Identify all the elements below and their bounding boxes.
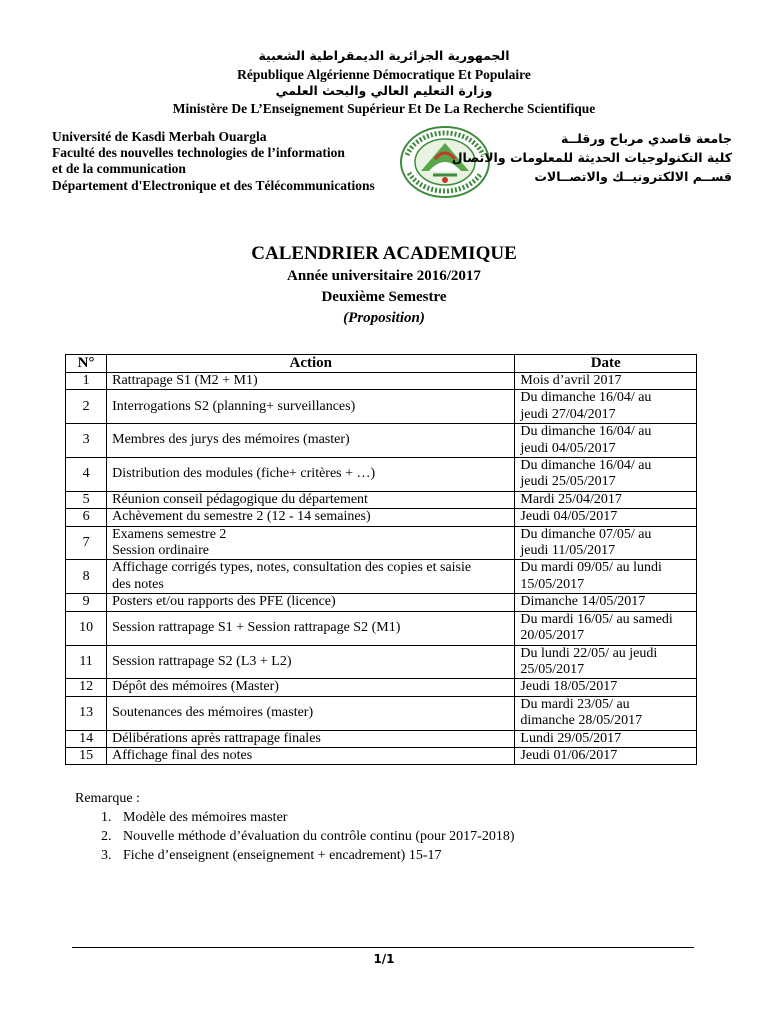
calendar-table xyxy=(65,354,697,765)
row-number xyxy=(66,424,107,458)
date-line: Du mardi 09/05/ au lundi xyxy=(520,560,662,576)
institution-french xyxy=(52,129,375,194)
table-row xyxy=(66,458,697,492)
action-line: Réunion conseil pédagogique du département xyxy=(112,491,368,507)
table-row xyxy=(66,491,697,508)
date-line: Jeudi 01/06/2017 xyxy=(520,747,618,763)
action-line: Distribution des modules (fiche+ critères + …) xyxy=(112,466,376,482)
row-date xyxy=(515,611,697,645)
table-row xyxy=(66,594,697,611)
row-number-text: 10 xyxy=(79,619,94,635)
row-number-text: 4 xyxy=(82,466,90,482)
action-line: Interrogations S2 (planning+ surveillances) xyxy=(112,398,356,414)
table-row xyxy=(66,509,697,526)
row-action xyxy=(107,491,515,508)
date-line: Mois d’avril 2017 xyxy=(520,373,622,388)
row-action xyxy=(107,373,515,390)
page-number: 1/1 xyxy=(373,952,395,966)
action-line: Posters et/ou rapports des PFE (licence) xyxy=(112,594,336,610)
action-line: Délibérations après rattrapage finales xyxy=(112,730,321,746)
row-action xyxy=(107,696,515,730)
table-row xyxy=(66,679,697,696)
action-line: Membres des jurys des mémoires (master) xyxy=(112,432,350,448)
university-name-arabic: جامعة قاصدي مرباح ورقلــة xyxy=(560,131,732,146)
row-number xyxy=(66,526,107,560)
row-date xyxy=(515,458,697,492)
row-date xyxy=(515,373,697,390)
date-line: Du mardi 23/05/ au xyxy=(520,696,630,712)
row-number-text: 14 xyxy=(79,730,94,746)
row-number-text: 12 xyxy=(79,679,94,695)
row-action xyxy=(107,594,515,611)
row-action xyxy=(107,645,515,679)
remarks-section xyxy=(75,789,515,865)
header-arabic-ministry: وزارة التعليم العالي والبحث العلمي xyxy=(275,83,493,98)
row-action xyxy=(107,424,515,458)
university-name: Université de Kasdi Merbah Ouargla xyxy=(52,129,267,144)
table-row xyxy=(66,747,697,764)
date-line: Du dimanche 16/04/ au xyxy=(520,390,652,406)
row-action xyxy=(107,747,515,764)
row-number-text: 8 xyxy=(82,568,90,584)
document-title: CALENDRIER ACADEMIQUE xyxy=(251,243,517,264)
faculty-name-line2: et de la communication xyxy=(52,161,186,177)
date-line: Du mardi 16/05/ au samedi xyxy=(520,611,673,627)
action-line: des notes xyxy=(112,576,164,592)
date-line: 15/05/2017 xyxy=(520,576,585,592)
row-date xyxy=(515,491,697,508)
row-number xyxy=(66,594,107,611)
action-line: Session ordinaire xyxy=(112,543,209,559)
row-action xyxy=(107,526,515,560)
row-number-text: 2 xyxy=(82,398,90,414)
proposition-note: (Proposition) xyxy=(343,310,425,326)
date-line: jeudi 04/05/2017 xyxy=(520,440,616,456)
action-line: Soutenances des mémoires (master) xyxy=(112,704,314,720)
remarks-list xyxy=(75,808,515,865)
footer-divider xyxy=(72,947,694,948)
date-line: Jeudi 18/05/2017 xyxy=(520,679,618,695)
row-number-text: 15 xyxy=(79,747,94,763)
date-line: 20/05/2017 xyxy=(520,628,585,644)
row-number xyxy=(66,730,107,747)
row-number-text: 3 xyxy=(82,432,90,448)
date-line: Lundi 29/05/2017 xyxy=(520,730,622,746)
academic-year: Année universitaire 2016/2017 xyxy=(287,268,481,284)
header-republic: République Algérienne Démocratique Et Populaire xyxy=(237,67,531,82)
row-number xyxy=(66,696,107,730)
table-row xyxy=(66,611,697,645)
action-line: Achèvement du semestre 2 (12 - 14 semaines) xyxy=(112,509,371,525)
row-date xyxy=(515,526,697,560)
date-line: jeudi 27/04/2017 xyxy=(520,406,616,422)
table-row xyxy=(66,560,697,594)
remarks-label: Remarque : xyxy=(75,791,140,806)
row-action xyxy=(107,730,515,747)
table-row xyxy=(66,730,697,747)
action-line: Examens semestre 2 xyxy=(112,526,227,542)
row-action xyxy=(107,560,515,594)
row-number-text: 11 xyxy=(79,653,93,669)
row-number-text: 13 xyxy=(79,704,94,720)
date-line: Du dimanche 16/04/ au xyxy=(520,458,652,474)
remark-item: 2. Nouvelle méthode d’évaluation du contrôle continu (pour 2017-2018) xyxy=(115,827,515,846)
date-line: 25/05/2017 xyxy=(520,661,585,677)
row-date xyxy=(515,560,697,594)
table-row xyxy=(66,696,697,730)
row-number-text: 9 xyxy=(82,594,90,610)
action-line: Session rattrapage S2 (L3 + L2) xyxy=(112,653,292,669)
row-number xyxy=(66,373,107,390)
table-row xyxy=(66,424,697,458)
row-number-text: 6 xyxy=(82,509,90,525)
date-line: Mardi 25/04/2017 xyxy=(520,491,622,507)
action-line: Dépôt des mémoires (Master) xyxy=(112,679,279,695)
row-date xyxy=(515,747,697,764)
row-date xyxy=(515,594,697,611)
row-action xyxy=(107,458,515,492)
remark-item: 3. Fiche d’enseignent (enseignement + encadrement) 15-17 xyxy=(115,846,515,865)
row-number xyxy=(66,679,107,696)
header-num: N° xyxy=(66,355,107,373)
table-row xyxy=(66,526,697,560)
row-date xyxy=(515,645,697,679)
department-name-arabic: قســم الالكترونيــك والاتصــالات xyxy=(534,169,732,184)
date-line: Du lundi 22/05/ au jeudi xyxy=(520,645,658,661)
institution-arabic xyxy=(452,129,732,186)
row-date xyxy=(515,390,697,424)
row-date xyxy=(515,730,697,747)
date-line: jeudi 25/05/2017 xyxy=(520,474,616,490)
row-action xyxy=(107,509,515,526)
row-number-text: 5 xyxy=(82,491,90,507)
semester: Deuxième Semestre xyxy=(321,289,447,305)
action-line: Affichage final des notes xyxy=(112,747,253,763)
faculty-name-line1: Faculté des nouvelles technologies de l’information xyxy=(52,145,345,161)
row-number xyxy=(66,390,107,424)
row-date xyxy=(515,509,697,526)
header-action: Action xyxy=(107,355,515,373)
action-line: Rattrapage S1 (M2 + M1) xyxy=(112,373,258,388)
date-line: jeudi 11/05/2017 xyxy=(520,543,616,559)
header-date: Date xyxy=(515,355,697,373)
date-line: Du dimanche 16/04/ au xyxy=(520,424,652,440)
date-line: Dimanche 14/05/2017 xyxy=(520,594,646,610)
table-row xyxy=(66,645,697,679)
row-action xyxy=(107,679,515,696)
row-number xyxy=(66,611,107,645)
department-name: Département d'Electronique et des Télécommunications xyxy=(52,177,375,193)
row-number xyxy=(66,560,107,594)
row-date xyxy=(515,424,697,458)
row-action xyxy=(107,611,515,645)
row-number-text: 1 xyxy=(82,373,90,388)
row-date xyxy=(515,696,697,730)
row-number xyxy=(66,491,107,508)
date-line: Jeudi 04/05/2017 xyxy=(520,509,618,525)
row-number-text: 7 xyxy=(82,534,90,550)
row-number xyxy=(66,509,107,526)
action-line: Session rattrapage S1 + Session rattrapage S2 (M1) xyxy=(112,619,401,635)
table-header-row xyxy=(66,355,697,373)
header-arabic-republic: الجمهورية الجزائرية الديمقراطية الشعبية xyxy=(258,48,510,63)
table-row xyxy=(66,373,697,390)
row-number xyxy=(66,645,107,679)
faculty-name-arabic: كلية التكنولوجيات الحديثة للمعلومات والاتصال xyxy=(451,150,732,165)
row-number xyxy=(66,747,107,764)
table-row xyxy=(66,390,697,424)
header-ministry: Ministère De L’Enseignement Supérieur Et De La Recherche Scientifique xyxy=(172,101,596,116)
row-action xyxy=(107,390,515,424)
date-line: Du dimanche 07/05/ au xyxy=(520,526,652,542)
action-line: Affichage corrigés types, notes, consultation des copies et saisie xyxy=(112,560,472,576)
row-date xyxy=(515,679,697,696)
date-line: dimanche 28/05/2017 xyxy=(520,713,643,729)
remark-item: 1. Modèle des mémoires master xyxy=(115,808,515,827)
row-number xyxy=(66,458,107,492)
